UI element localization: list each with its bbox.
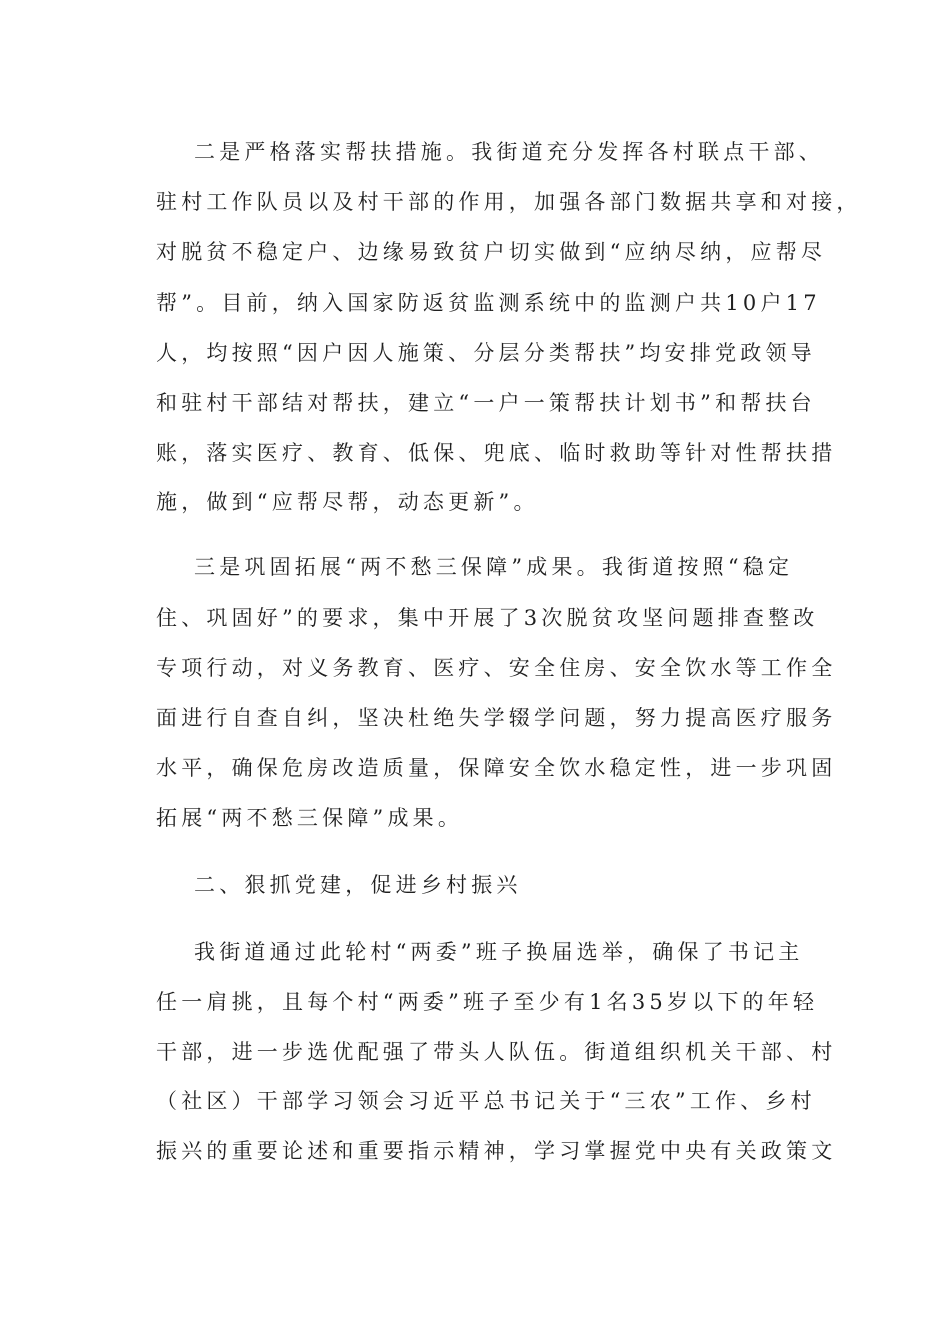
text-line: 水平，确保危房改造质量，保障安全饮水稳定性，进一步巩固	[156, 756, 837, 780]
text-line: 对脱贫不稳定户、边缘易致贫户切实做到“应纳尽纳，应帮尽	[156, 240, 827, 264]
text-line: 我街道通过此轮村“两委”班子换届选举，确保了书记主	[194, 940, 804, 964]
text-line: 人，均按照“因户因人施策、分层分类帮扶”均安排党政领导	[156, 341, 816, 365]
text-line: 住、巩固好”的要求，集中开展了3次脱贫攻坚问题排查整改	[156, 606, 819, 630]
text-line: 三是巩固拓展“两不愁三保障”成果。我街道按照“稳定	[194, 555, 794, 579]
text-line: 振兴的重要论述和重要指示精神，学习掌握党中央有关政策文	[156, 1139, 837, 1163]
text-line: 面进行自查自纠，坚决杜绝失学辍学问题，努力提高医疗服务	[156, 706, 837, 730]
text-line: 驻村工作队员以及村干部的作用，加强各部门数据共享和对接，	[156, 190, 862, 214]
section-heading: 二、狠抓党建，促进乡村振兴	[194, 873, 522, 897]
text-line: 干部，进一步选优配强了带头人队伍。街道组织机关干部、村	[156, 1040, 837, 1064]
text-line: 二是严格落实帮扶措施。我街道充分发挥各村联点干部、	[194, 140, 824, 164]
text-line: （社区）干部学习领会习近平总书记关于“三农”工作、乡村	[156, 1089, 816, 1113]
text-line: 任一肩挑，且每个村“两委”班子至少有1名35岁以下的年轻	[156, 990, 819, 1014]
text-line: 和驻村干部结对帮扶，建立“一户一策帮扶计划书”和帮扶台	[156, 391, 816, 415]
text-line: 专项行动，对义务教育、医疗、安全住房、安全饮水等工作全	[156, 656, 837, 680]
text-line: 拓展“两不愁三保障”成果。	[156, 806, 464, 830]
text-line: 账，落实医疗、教育、低保、兜底、临时救助等针对性帮扶措	[156, 441, 837, 465]
text-line: 帮”。目前，纳入国家防返贫监测系统中的监测户共10户17	[156, 291, 821, 315]
text-line: 施，做到“应帮尽帮，动态更新”。	[156, 490, 539, 514]
